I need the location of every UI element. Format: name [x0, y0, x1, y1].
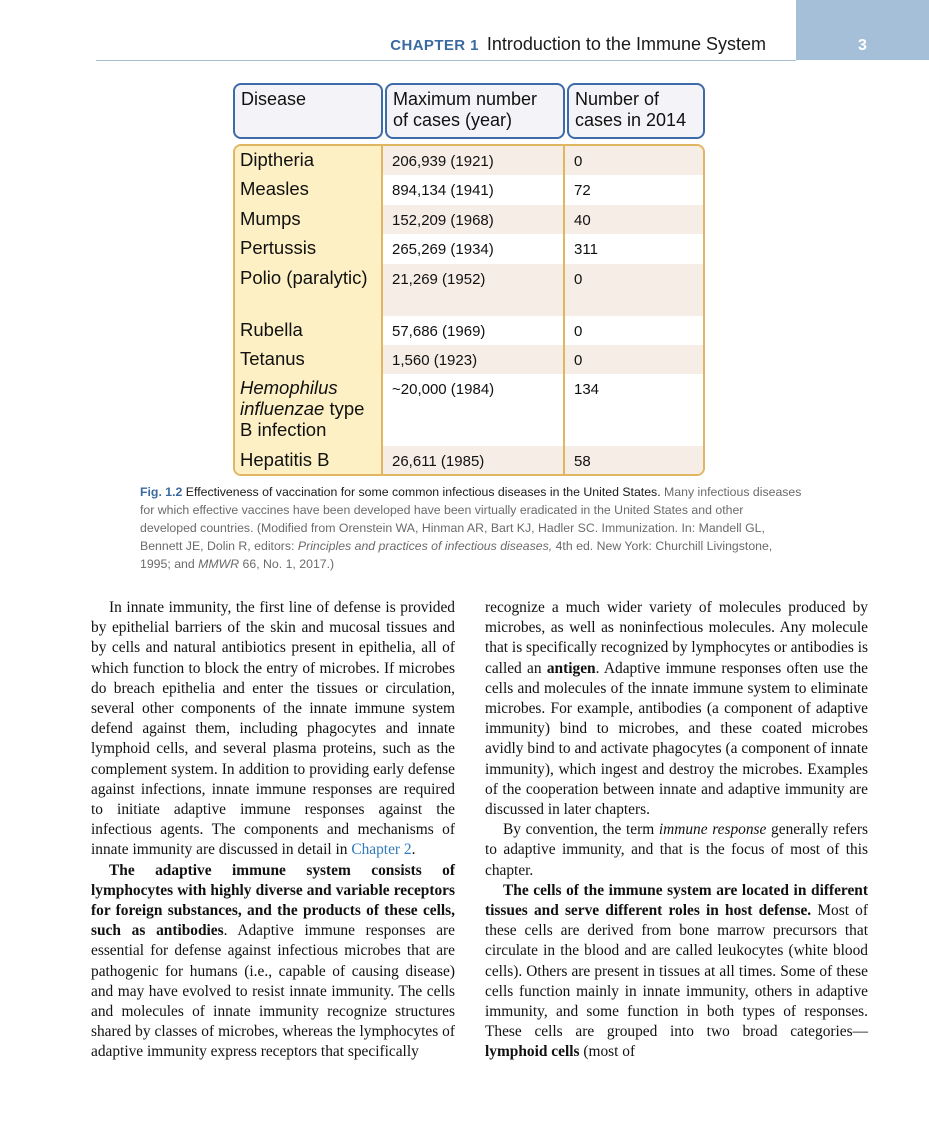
- table-row: [235, 175, 703, 205]
- header-disease: Disease: [233, 83, 383, 139]
- paragraph-text: . Adaptive immune responses often use the cells and molecules of the innate immune system to eliminate microbes. For example, antibodies (a component of adaptive immunity) bind to microbes, and these coated microbes avidly bind to and activate phagocytes (a component of innate immunity), which ingest and destroy the microbes. Examples of the cooperation between innate and adaptive immunity are discussed in later chapters.: [485, 659, 868, 819]
- disease-cell: [235, 374, 383, 446]
- figure-label: Fig. 1.2: [140, 485, 183, 499]
- max-cases-cell: 152,209 (1968): [383, 205, 565, 234]
- disease-cell: Tetanus: [235, 345, 383, 374]
- running-header: [390, 34, 766, 55]
- cases-2014-cell: 311: [565, 234, 703, 264]
- vaccination-table: [233, 83, 705, 476]
- term-antigen: antigen: [546, 659, 596, 677]
- max-cases-cell: 206,939 (1921): [383, 146, 565, 175]
- header-cases-2014: Number of cases in 2014: [567, 83, 705, 139]
- table-row: [235, 146, 703, 175]
- paragraph-text: recognize a much wider variety of molecules produced by microbes, as well as noninfectious molecules. Any molecule that is specifically recognized by lymphocytes or antibodies is called an: [485, 599, 868, 677]
- term-immune-response: immune response: [658, 821, 767, 839]
- table-row: [235, 316, 703, 345]
- paragraph-text: By convention, the term: [503, 821, 659, 839]
- paragraph-text: generally refers to adaptive immunity, and that is the focus of most of this chapter.: [485, 821, 868, 879]
- chapter-2-link[interactable]: Chapter 2: [351, 841, 412, 859]
- disease-italic: Hemophilus influenzae: [240, 377, 338, 419]
- table-row: [235, 264, 703, 316]
- paragraph-text: Most of these cells are derived from bone marrow precursors that circulate in the blood and are called leukocytes (white blood cells). Others are present in tissues at all times. Some of these cells function mainly in innate immunity, others in adaptive immunity, and some function in both types of responses. These cells are grouped into two broad categories—: [485, 902, 868, 1041]
- body-column-right: [485, 598, 868, 1063]
- cases-2014-cell: 58: [565, 446, 703, 474]
- caption-text: Many infectious diseases for which effective vaccines have been developed have been virtually eradicated in the United States and other developed countries. (Modified from Orenstein WA, Hinman AR, Bart KJ, Hadler SC. Immunization. In: Mandell GL, Bennett JE, Dolin R, editors:: [140, 485, 802, 553]
- table-row: [235, 234, 703, 264]
- cases-2014-cell: 0: [565, 146, 703, 175]
- caption-title: Effectiveness of vaccination for some common infectious diseases in the United States.: [185, 485, 661, 499]
- disease-cell: Hepatitis B: [235, 446, 383, 474]
- header-rule: [96, 60, 796, 61]
- caption-italic: MMWR: [198, 557, 240, 571]
- table-row: [235, 374, 703, 446]
- paragraph: [485, 820, 868, 881]
- paragraph-bold: The cells of the immune system are located in different tissues and serve different roles in host defense.: [485, 881, 868, 920]
- caption-text: 4th ed. New York: Churchill Livingstone, 1995; and: [140, 539, 773, 571]
- table-row: [235, 345, 703, 374]
- paragraph: [91, 598, 455, 861]
- cases-2014-cell: 0: [565, 264, 703, 316]
- max-cases-cell: 265,269 (1934): [383, 234, 565, 264]
- paragraph-text: . Adaptive immune responses are essential for defense against infectious microbes that are pathogenic for humans (i.e., capable of causing disease) and may have evolved to resist innate immunity. The cells and molecules of innate immunity recognize structures shared by classes of microbes, whereas the lymphocytes of adaptive immunity express receptors that specifically: [91, 922, 456, 1061]
- max-cases-cell: 26,611 (1985): [383, 446, 565, 474]
- term-lymphoid-cells: lymphoid cells: [485, 1043, 580, 1061]
- paragraph: [91, 861, 455, 1063]
- cases-2014-cell: 0: [565, 316, 703, 345]
- max-cases-cell: 57,686 (1969): [383, 316, 565, 345]
- max-cases-cell: 1,560 (1923): [383, 345, 565, 374]
- caption-italic: Principles and practices of infectious diseases,: [297, 539, 553, 553]
- disease-cell: Polio (paralytic): [235, 264, 383, 316]
- max-cases-cell: ~20,000 (1984): [383, 374, 565, 446]
- max-cases-cell: 21,269 (1952): [383, 264, 565, 316]
- paragraph-text: (most of: [579, 1043, 636, 1061]
- body-column-left: [91, 598, 455, 1063]
- page-number: 3: [796, 0, 929, 60]
- table-row: [235, 205, 703, 234]
- table-header: [233, 83, 705, 139]
- paragraph-text: .: [411, 841, 416, 859]
- figure-caption: [140, 483, 802, 573]
- chapter-label: CHAPTER 1: [390, 37, 479, 54]
- disease-cell: Pertussis: [235, 234, 383, 264]
- paragraph-bold: The adaptive immune system consists of lymphocytes with highly diverse and variable receptors for foreign substances, and the products of these cells, such as antibodies: [91, 861, 455, 940]
- disease-rest: type B infection: [240, 398, 365, 440]
- header-max-cases: Maximum number of cases (year): [385, 83, 565, 139]
- disease-cell: Diptheria: [235, 146, 383, 175]
- chapter-title: Introduction to the Immune System: [486, 34, 766, 54]
- cases-2014-cell: 40: [565, 205, 703, 234]
- disease-cell: Rubella: [235, 316, 383, 345]
- cases-2014-cell: 134: [565, 374, 703, 446]
- caption-text: 66, No. 1, 2017.): [239, 557, 335, 571]
- table-body: [233, 144, 705, 476]
- paragraph: [485, 881, 868, 1063]
- cases-2014-cell: 72: [565, 175, 703, 205]
- paragraph: [485, 598, 868, 820]
- disease-cell: Measles: [235, 175, 383, 205]
- table-row: [235, 446, 703, 474]
- disease-cell: Mumps: [235, 205, 383, 234]
- cases-2014-cell: 0: [565, 345, 703, 374]
- max-cases-cell: 894,134 (1941): [383, 175, 565, 205]
- paragraph-text: In innate immunity, the first line of defense is provided by epithelial barriers of the skin and mucosal tissues and by cells and natural antibiotics present in epithelia, all of which function to block the entry of microbes. If microbes do breach epithelia and enter the tissues or circulation, several other components of the innate immune system defend against them, including phagocytes and innate lymphoid cells, and several plasma proteins, such as the complement system. In addition to providing early defense against infections, innate immune responses are required to initiate adaptive immune responses against the infectious agents. The components and mechanisms of innate immunity are discussed in detail in: [91, 599, 455, 859]
